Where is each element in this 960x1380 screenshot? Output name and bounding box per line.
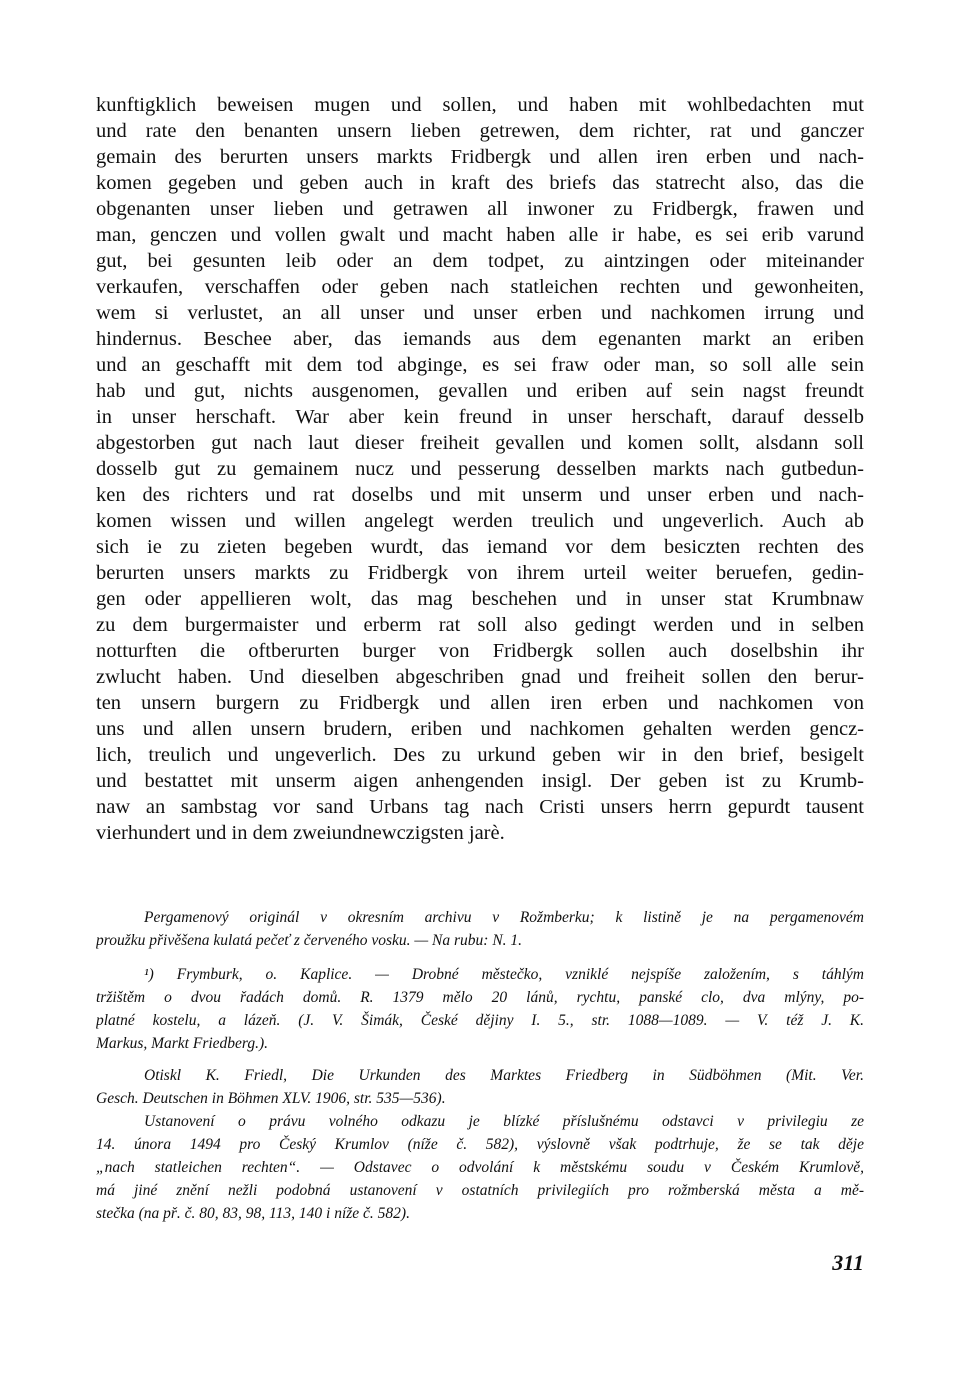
- text-line: hindernus. Beschee aber, das iemands aus dem egenanten markt an eriben: [96, 328, 864, 350]
- note-line: platné kostelu, a lázeň. (J. V. Šimák, České dějiny I. 5., str. 1088—1089. — V. též J. K.: [96, 1012, 864, 1029]
- source-note: [96, 906, 864, 952]
- text-line: und rate den benanten unsern lieben getrewen, dem richter, rat und ganczer: [96, 120, 864, 142]
- note-line: Otiskl K. Friedl, Die Urkunden des Marktes Friedberg in Südböhmen (Mit. Ver.: [144, 1067, 864, 1084]
- text-line: uns und allen unsern brudern, eriben und nachkomen gehalten werden gencz-: [96, 718, 864, 740]
- note-line: Ustanovení o právu volného odkazu je blízké příslušnému odstavci v privilegiu ze: [144, 1113, 864, 1130]
- text-line: notturften die oftberurten burger von Fridbergk sollen auch doselbshin ihr: [96, 640, 864, 662]
- footnote: [96, 963, 864, 1055]
- note-line: ¹) Frymburk, o. Kaplice. — Drobné městečko, vzniklé nejspíše založením, s táhlým: [144, 966, 864, 983]
- note-line: 14. února 1494 pro Český Krumlov (níže č. 582), výslovně však podtrhuje, že se tak děje: [96, 1136, 864, 1153]
- text-line: gen oder appellieren wolt, das mag beschehen und in unser stat Krumbnaw: [96, 588, 864, 610]
- text-line: wem si verlustet, an all unser und unser erben und nachkomen irrung und: [96, 302, 864, 324]
- text-line: sich ie zu zieten begeben wurdt, das iemand vor dem besiczten rechten des: [96, 536, 864, 558]
- text-line: gut, bei gesunten leib oder an dem todpet, zu aintzingen oder miteinander: [96, 250, 864, 272]
- note-line: stečka (na př. č. 80, 83, 98, 113, 140 i níže č. 582).: [96, 1205, 410, 1222]
- note-line: proužku přivěšena kulatá pečeť z červeného vosku. — Na rubu: N. 1.: [96, 932, 523, 949]
- text-line: zu dem burgermaister und erberm rat soll also gedingt werden und in selben: [96, 614, 864, 636]
- note-line: Markus, Markt Friedberg.).: [96, 1035, 269, 1052]
- text-line: und an geschafft mit dem tod abginge, es sei fraw oder man, so soll alle sein: [96, 354, 864, 376]
- text-line: verkaufen, verschaffen oder geben nach statleichen rechten und gewonheiten,: [96, 276, 864, 298]
- main-text: [96, 92, 864, 846]
- text-line: kunftigklich beweisen mugen und sollen, und haben mit wohlbedachten mut: [96, 94, 864, 116]
- note-line: Gesch. Deutschen in Böhmen XLV. 1906, str. 535—536).: [96, 1090, 446, 1107]
- text-line: in unser herschaft. War aber kein freund in unser herschaft, darauf desselb: [96, 406, 864, 428]
- text-line: obgenanten unser lieben und getrawen all inwoner zu Fridbergk, frawen und: [96, 198, 864, 220]
- text-line: man, genczen und vollen gwalt und macht haben alle ir habe, es sei erib varund: [96, 224, 864, 246]
- note-line: „nach statleichen rechten“. — Odstavec o odvolání k městskému soudu v Českém Krumlově,: [96, 1159, 864, 1176]
- notes-section: [96, 906, 864, 1225]
- text-line: naw an sambstag vor sand Urbans tag nach Cristi unsers herrn gepurdt tausent: [96, 796, 864, 818]
- text-line: gemain des berurten unsers markts Fridbergk und allen iren erben und nach-: [96, 146, 864, 168]
- text-line: hab und gut, nichts ausgenomen, gevallen und eriben auf sein nagst freundt: [96, 380, 864, 402]
- text-line: berurten unsers markts zu Fridbergk von ihrem urteil weiter beruefen, gedin-: [96, 562, 864, 584]
- text-line: abgestorben gut nach laut dieser freiheit gevallen und komen sollt, alsdann soll: [96, 432, 864, 454]
- text-line: komen wissen und willen angelegt werden treulich und ungeverlich. Auch ab: [96, 510, 864, 532]
- page-number: 311: [832, 1250, 864, 1275]
- text-line: und bestattet mit unserm aigen anhengenden insigl. Der geben ist zu Krumb-: [96, 770, 864, 792]
- note-line: tržištěm o dvou řadách domů. R. 1379 mělo 20 lánů, rychtu, panské clo, dva mlýny, po-: [96, 989, 864, 1006]
- note-line: má jiné znění nežli podobná ustanovení v ostatních privilegiích pro rožmberská města a mě-: [96, 1182, 864, 1199]
- note-line: Pergamenový originál v okresním archivu v Rožmberku; k listině je na pergamenovém: [144, 909, 864, 926]
- text-line: ten unsern burgern zu Fridbergk und allen iren erben und nachkomen von: [96, 692, 864, 714]
- text-line: zwlucht haben. Und dieselben abgeschriben gnad und freiheit sollen den berur-: [96, 666, 864, 688]
- text-line: lich, treulich und ungeverlich. Des zu urkund geben wir in den brief, besigelt: [96, 744, 864, 766]
- edition-note: [96, 1064, 864, 1225]
- text-line: vierhundert und in dem zweiundnewczigsten jarè.: [96, 822, 505, 844]
- text-line: ken des richters und rat doselbs und mit unserm und unser erben und nach-: [96, 484, 864, 506]
- text-line: komen gegeben und geben auch in kraft des briefs das statrecht also, das die: [96, 172, 864, 194]
- text-line: dosselb gut zu gemainem nucz und pesserung desselben markts nach gutbedun-: [96, 458, 864, 480]
